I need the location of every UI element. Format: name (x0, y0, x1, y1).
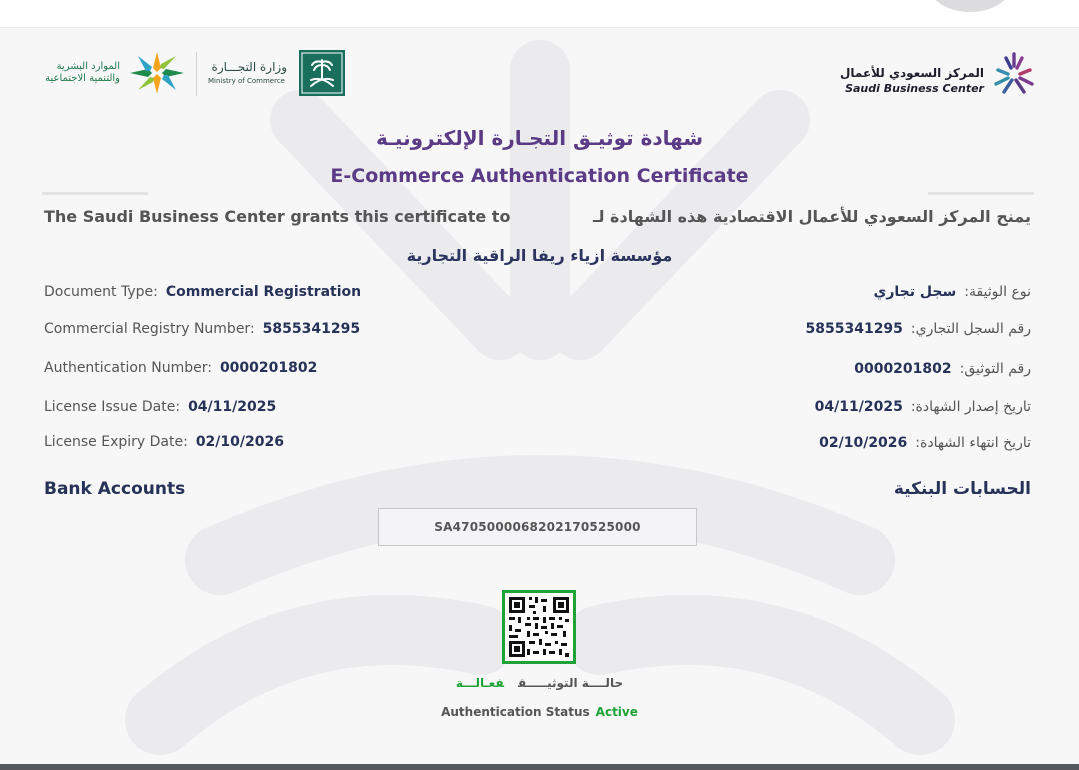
detail-label-ar: تاريخ انتهاء الشهادة: (915, 435, 1031, 451)
moc-english-name: Ministry of Commerce (208, 77, 285, 85)
ministry-of-commerce-logo (200, 48, 345, 98)
detail-row-authentication-number-ar (854, 361, 1031, 377)
hr-arabic-line1: الموارد البشرية (56, 61, 120, 72)
detail-row-authentication-number (44, 360, 317, 376)
detail-label-ar: تاريخ إصدار الشهادة: (910, 399, 1031, 415)
bottom-strip (0, 764, 1079, 770)
grant-text-arabic: يمنح المركز السعودي للأعمال الاقتصادية هذه الشهادة لـ (593, 207, 1031, 226)
grant-text-english: The Saudi Business Center grants this certificate to (44, 207, 511, 226)
detail-label: Commercial Registry Number: (44, 321, 255, 337)
detail-value-ar: 5855341295 (805, 321, 903, 337)
detail-row-registry-number (44, 321, 360, 337)
detail-value-ar: 02/10/2026 (819, 435, 908, 451)
sbc-arabic-name: المركز السعودي للأعمال (840, 66, 984, 80)
detail-value: 0000201802 (219, 360, 318, 376)
hr-social-development-logo (28, 48, 190, 98)
detail-row-expiry-date (44, 434, 284, 450)
authentication-status-english (0, 705, 1079, 719)
certificate-title-english: E-Commerce Authentication Certificate (330, 165, 749, 187)
detail-label-ar: نوع الوثيقة: (964, 284, 1031, 300)
detail-label-ar: رقم التوثيق: (959, 361, 1031, 377)
detail-row-document-type (44, 284, 361, 300)
saudi-business-center-logo (840, 48, 1038, 98)
authentication-status-arabic (0, 676, 1079, 690)
certificate-holder-name: مؤسسة ازياء ريفا الراقية التجارية (406, 246, 673, 265)
detail-label: License Issue Date: (44, 399, 181, 415)
qr-code[interactable] (502, 590, 576, 664)
hr-star-icon (128, 50, 186, 96)
certificate-title-arabic: شهادة توثيـق التجـارة الإلكترونيـة (375, 126, 704, 150)
sbc-star-icon (990, 50, 1038, 96)
bank-accounts-heading-ar: الحسابات البنكية (893, 479, 1031, 499)
detail-value: Commercial Registration (165, 284, 362, 300)
logo-divider (196, 52, 197, 96)
iban-box: SA4705000068202170525000 (378, 508, 697, 546)
detail-value: 02/10/2026 (195, 434, 284, 450)
detail-value-ar: سجل تجاري (873, 284, 957, 300)
moc-arabic-name: وزارة التجـــارة (211, 60, 287, 74)
detail-label: Authentication Number: (44, 360, 212, 376)
detail-label-ar: رقم السجل التجاري: (910, 321, 1031, 337)
bank-accounts-heading: Bank Accounts (44, 479, 186, 499)
status-label: Authentication Status (441, 705, 590, 719)
detail-value: 5855341295 (262, 321, 361, 337)
detail-label: License Expiry Date: (44, 434, 188, 450)
palm-swords-emblem-icon (299, 50, 345, 96)
status-label-ar: حالــــة التوثيـــــق (517, 676, 624, 690)
status-value: Active (595, 705, 638, 719)
detail-row-expiry-date-ar (819, 435, 1031, 451)
detail-value-ar: 0000201802 (854, 361, 952, 377)
detail-label: Document Type: (44, 284, 158, 300)
detail-value: 04/11/2025 (188, 399, 277, 415)
detail-row-registry-number-ar (806, 321, 1032, 337)
hr-arabic-line2: والتنمية الاجتماعية (45, 73, 120, 84)
title-rule-right (928, 192, 1034, 195)
status-value-ar: فعـالـــة (455, 676, 504, 690)
sbc-english-name: Saudi Business Center (845, 82, 984, 95)
detail-row-issue-date (44, 399, 276, 415)
detail-value-ar: 04/11/2025 (814, 399, 903, 415)
detail-row-issue-date-ar (815, 399, 1031, 415)
title-rule-left (42, 192, 148, 195)
qr-code-icon (505, 593, 573, 661)
detail-row-document-type-ar (874, 284, 1031, 300)
